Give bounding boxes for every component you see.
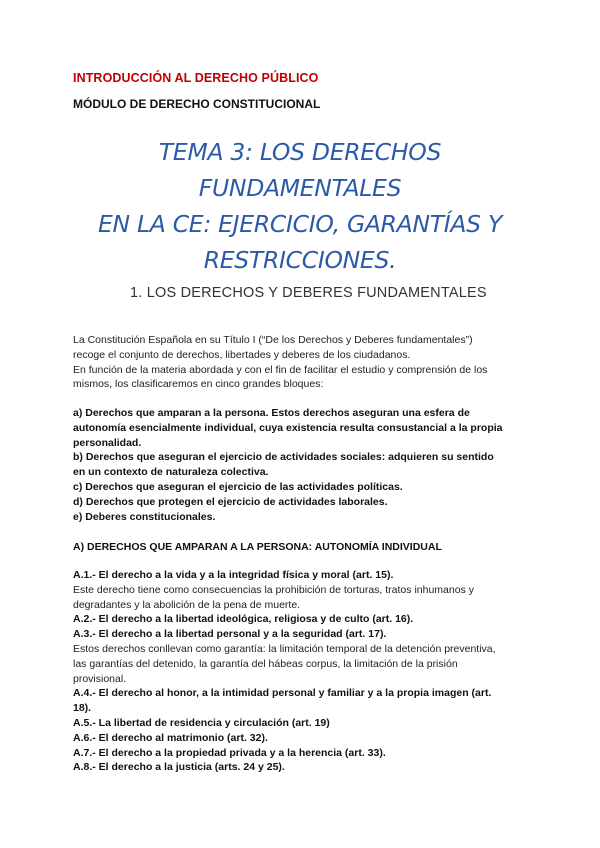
classification-line: b) Derechos que aseguran el ejercicio de actividades sociales: adquieren su sentido — [73, 451, 494, 464]
rights-line: A.4.- El derecho al honor, a la intimidad personal y familiar y a la propia imagen (art. — [73, 687, 492, 700]
rights-line: A.7.- El derecho a la propiedad privada y a la herencia (art. 33). — [73, 746, 386, 759]
classification-line: e) Deberes constitucionales. — [73, 510, 216, 523]
rights-line: 18). — [73, 702, 92, 715]
rights-line: A.1.- El derecho a la vida y a la integridad física y moral (art. 15). — [73, 569, 394, 581]
intro-line: En función de la materia abordada y con el fin de facilitar el estudio y comprensión de los — [73, 363, 488, 376]
rights-line: Este derecho tiene como consecuencias la prohibición de torturas, tratos inhumanos y — [73, 583, 474, 596]
topic-title-line: RESTRICCIONES. — [203, 246, 397, 274]
section-heading: 1. LOS DERECHOS Y DEBERES FUNDAMENTALES — [130, 285, 487, 301]
rights-line: A.3.- El derecho a la libertad personal y a la seguridad (art. 17). — [73, 628, 387, 641]
rights-line: las garantías del detenido, la garantía del hábeas corpus, la limitación de la prisión — [73, 657, 458, 670]
classification-line: autonomía esencialmente individual, cuya existencia resulta consustancial a la propia — [73, 421, 503, 434]
topic-title-line: EN LA CE: EJERCICIO, GARANTÍAS Y — [97, 210, 503, 238]
classification-line: a) Derechos que amparan a la persona. Estos derechos aseguran una esfera de — [73, 407, 470, 419]
course-title: INTRODUCCIÓN AL DERECHO PÚBLICO — [73, 71, 319, 85]
rights-list — [73, 568, 533, 775]
intro-line: La Constitución Española en su Título I (“De los Derechos y Deberes fundamentales”) — [73, 334, 473, 346]
rights-line: A.2.- El derecho a la libertad ideológica, religiosa y de culto (art. 16). — [73, 613, 414, 626]
topic-title — [60, 134, 540, 278]
rights-line: A.6.- El derecho al matrimonio (art. 32). — [73, 731, 268, 744]
rights-line: provisional. — [73, 672, 127, 685]
classification-line: d) Derechos que protegen el ejercicio de actividades laborales. — [73, 495, 388, 508]
intro-line: mismos, los clasificaremos en cinco grandes bloques: — [73, 378, 324, 391]
rights-line: A.8.- El derecho a la justicia (arts. 24 y 25). — [73, 761, 285, 774]
rights-line: Estos derechos conllevan como garantía: la limitación temporal de la detención preventiva, — [73, 642, 496, 655]
module-title: MÓDULO DE DERECHO CONSTITUCIONAL — [73, 97, 321, 111]
subsection-heading: A) DERECHOS QUE AMPARAN A LA PERSONA: AUTONOMÍA INDIVIDUAL — [73, 541, 442, 553]
rights-line: A.5.- La libertad de residencia y circulación (art. 19) — [73, 716, 330, 729]
classification-line: personalidad. — [73, 436, 142, 449]
topic-title-line: TEMA 3: LOS DERECHOS FUNDAMENTALES — [158, 138, 442, 202]
intro-paragraph — [73, 333, 533, 392]
rights-line: degradantes y la abolición de la pena de muerte. — [73, 598, 301, 611]
intro-line: recoge el conjunto de derechos, libertades y deberes de los ciudadanos. — [73, 348, 411, 361]
classification-line: en un contexto de naturaleza colectiva. — [73, 466, 269, 479]
classification-line: c) Derechos que aseguran el ejercicio de las actividades políticas. — [73, 480, 403, 493]
classification-list — [73, 406, 533, 524]
